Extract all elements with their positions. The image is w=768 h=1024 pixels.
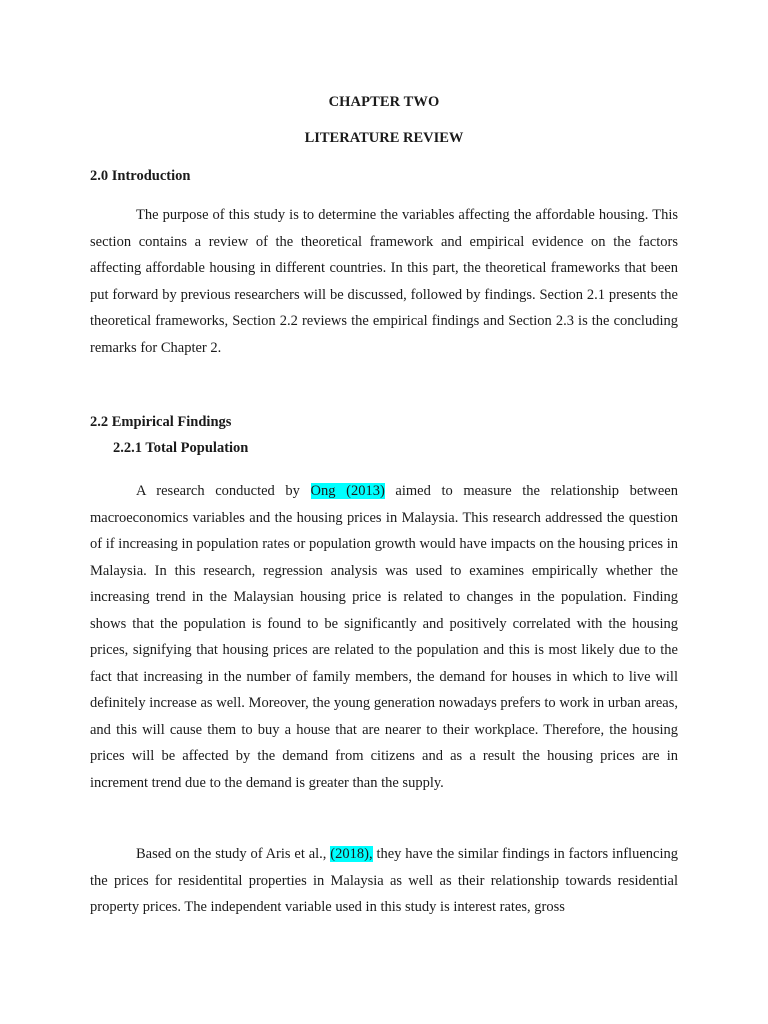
paragraph-text-after: they have the similar findings in factors influencing the prices for residentital properties in Malaysia as well as their relationship towards residential property prices. The independent variable used in this study is interest rates, gross: [90, 846, 678, 915]
paragraph-text-after: aimed to measure the relationship between macroeconomics variables and the housing prices in Malaysia. This research addressed the question of if increasing in population rates or population growth would have impacts on the housing prices in Malaysia. In this research, regression analysis was used to examines empirically whether the increasing trend in the Malaysian housing price is related to changes in the population. Finding shows that the population is found to be significantly and positively correlated with the housing prices, signifying that housing prices are related to the population and this is most likely due to the fact that increasing in the number of family members, the demand for houses in which to live will definitely increase as well. Moreover, the young generation nowadays prefers to work in urban areas, and this will cause them to buy a house that are nearer to their workplace. Therefore, the housing prices will be affected by the demand from citizens and as a result the housing prices are in increment trend due to the demand is greater than the supply.: [90, 483, 678, 791]
aris-paragraph: [90, 841, 678, 921]
intro-heading: 2.0 Introduction: [90, 168, 191, 184]
chapter-title: CHAPTER TWO: [328, 94, 440, 110]
citation-highlight: Ong (2013): [310, 483, 385, 499]
population-paragraph: [90, 478, 678, 796]
paragraph-text-before: Based on the study of Aris et al.,: [136, 846, 331, 862]
intro-paragraph: The purpose of this study is to determine the variables affecting the affordable housing. This section contains a review of the theoretical framework and empirical evidence on the factors affecting affordable housing in different countries. In this part, the theoretical frameworks that been put forward by previous researchers will be discussed, followed by findings. Section 2.1 presents the theoretical frameworks, Section 2.2 reviews the empirical findings and Section 2.3 is the concluding remarks for Chapter 2.: [90, 207, 678, 356]
section-title: LITERATURE REVIEW: [304, 130, 464, 146]
empirical-heading: 2.2 Empirical Findings: [90, 414, 232, 430]
paragraph-text-before: A research conducted by: [136, 483, 311, 499]
citation-highlight: (2018),: [330, 846, 373, 862]
population-subheading: 2.2.1 Total Population: [113, 440, 249, 456]
